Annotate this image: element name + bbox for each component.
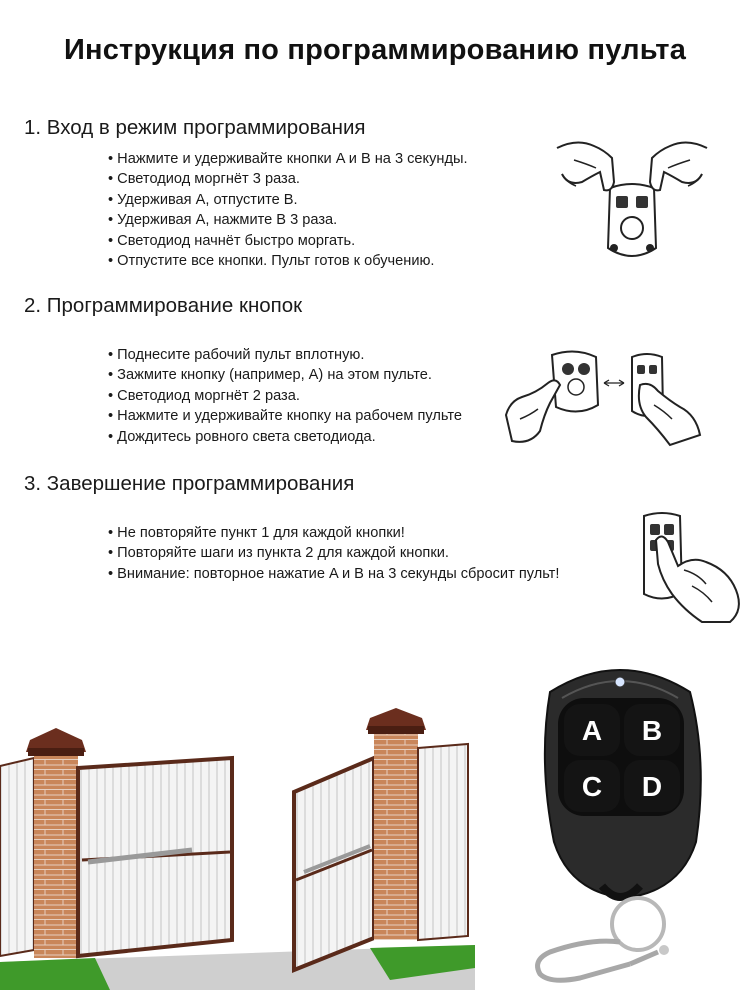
list-item: • Светодиод моргнёт 2 раза.: [108, 386, 494, 406]
remote-copying-illustration: [500, 345, 705, 450]
section-2-heading: 2. Программирование кнопок: [24, 294, 303, 317]
list-item: • Поднесите рабочий пульт вплотную.: [108, 345, 494, 365]
remote-button-b-label: B: [641, 715, 663, 746]
list-item: • Удерживая A, отпустите B.: [108, 190, 538, 210]
automatic-gate-illustration: [0, 700, 475, 990]
remote-button-a-label: A: [581, 715, 603, 746]
section-3-heading: 3. Завершение программирования: [24, 472, 355, 495]
list-item: • Внимание: повторное нажатие A и B на 3 секунды сбросит пульт!: [108, 564, 630, 584]
list-item: • Удерживая A, нажмите B 3 раза.: [108, 210, 538, 230]
remote-control-illustration: [520, 652, 730, 992]
section-2-list: [108, 345, 494, 447]
section-1-list: [108, 149, 538, 271]
list-item: • Дождитесь ровного света светодиода.: [108, 427, 494, 447]
two-hands-pressing-remote-illustration: [552, 130, 712, 270]
section-1-heading: 1. Вход в режим программирования: [24, 116, 366, 139]
list-item: • Повторяйте шаги из пункта 2 для каждой кнопки.: [108, 543, 630, 563]
list-item: • Нажмите и удерживайте кнопку на рабочем пульте: [108, 406, 494, 426]
page-title: Инструкция по программированию пульта: [63, 34, 687, 66]
remote-button-d-label: D: [641, 771, 663, 802]
list-item: • Не повторяйте пункт 1 для каждой кнопки!: [108, 523, 630, 543]
list-item: • Отпустите все кнопки. Пульт готов к обучению.: [108, 251, 538, 271]
keyring-icon: [538, 898, 669, 980]
remote-button-c-label: C: [581, 771, 603, 802]
list-item: • Нажмите и удерживайте кнопки A и B на 3 секунды.: [108, 149, 538, 169]
finger-pressing-remote-illustration: [632, 510, 747, 628]
list-item: • Зажмите кнопку (например, A) на этом пульте.: [108, 365, 494, 385]
list-item: • Светодиод начнёт быстро моргать.: [108, 231, 538, 251]
section-3-list: [108, 523, 630, 584]
list-item: • Светодиод моргнёт 3 раза.: [108, 169, 538, 189]
